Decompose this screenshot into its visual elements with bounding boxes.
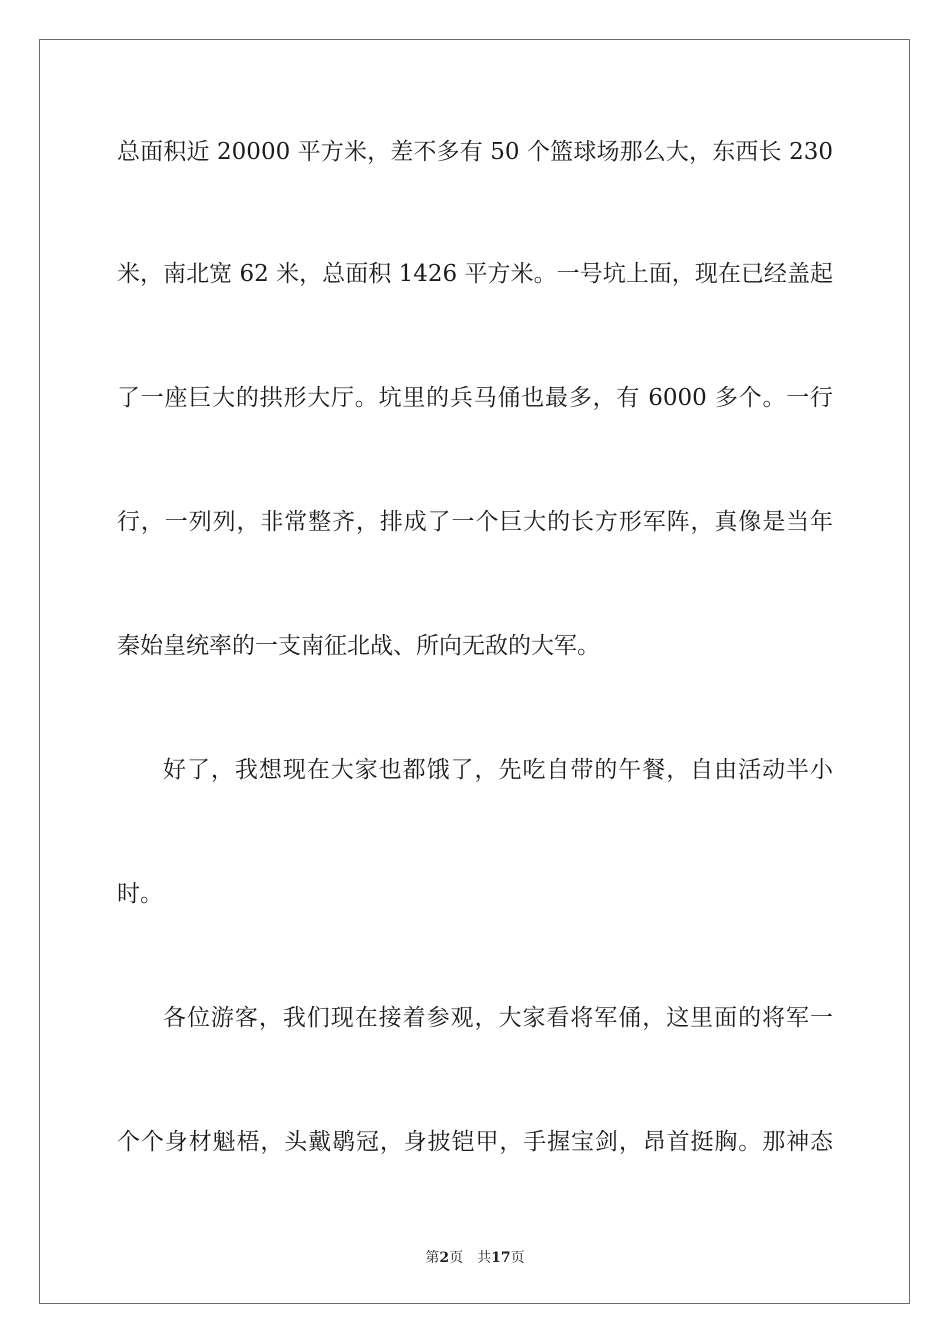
footer-total-pages: 17: [491, 1250, 511, 1266]
footer-page-prefix: 第: [425, 1250, 440, 1266]
text-line-8: 各位游客，我们现在接着参观，大家看将军俑，这里面的将军一: [163, 1005, 833, 1031]
text-line-7: 时。: [117, 881, 163, 907]
text-line-6: 好了，我想现在大家也都饿了，先吃自带的午餐，自由活动半小: [163, 757, 833, 783]
text-line-2: 米，南北宽 62 米，总面积 1426 平方米。一号坑上面，现在已经盖起: [117, 261, 833, 287]
text-line-3: 了一座巨大的拱形大厅。坑里的兵马俑也最多，有 6000 多个。一行: [117, 385, 833, 411]
footer-total-prefix: 共: [477, 1250, 492, 1266]
text-line-9: 个个身材魁梧，头戴鹖冠，身披铠甲，手握宝剑，昂首挺胸。那神态: [117, 1129, 833, 1155]
page-footer: [0, 1248, 950, 1268]
text-line-5: 秦始皇统率的一支南征北战、所向无敌的大军。: [117, 633, 600, 659]
footer-page-number: 2: [439, 1250, 450, 1266]
text-line-1: 总面积近 20000 平方米，差不多有 50 个篮球场那么大，东西长 230: [117, 139, 833, 165]
footer-page-suffix: 页: [449, 1250, 464, 1266]
text-line-4: 行，一列列，非常整齐，排成了一个巨大的长方形军阵，真像是当年: [117, 509, 833, 535]
page-border: [39, 39, 910, 1304]
footer-total-suffix: 页: [510, 1250, 525, 1266]
